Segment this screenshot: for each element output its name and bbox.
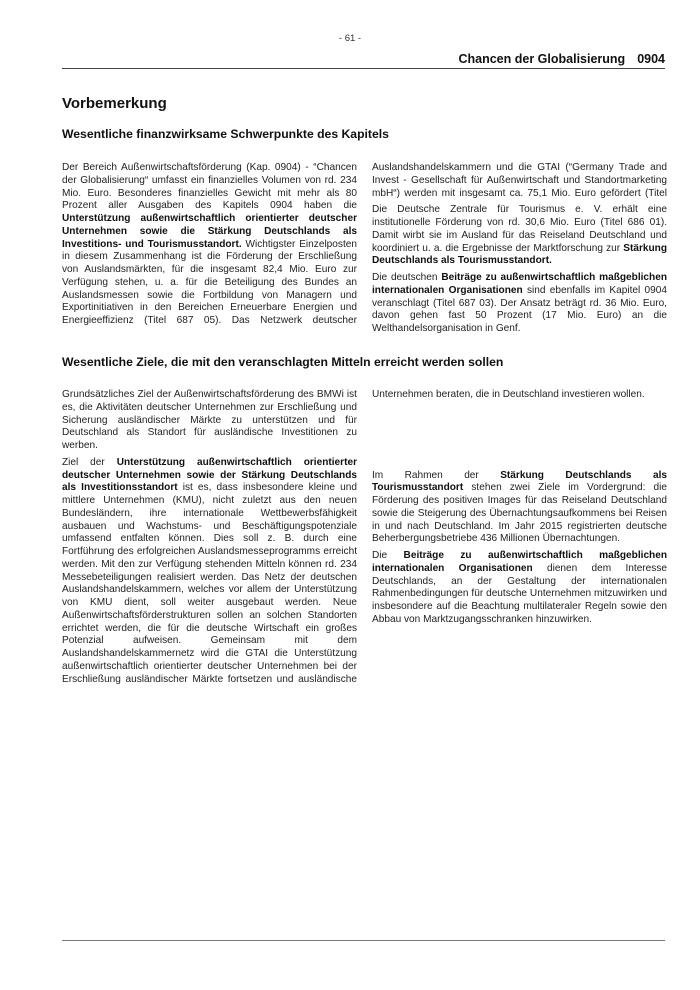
text-run: Im Rahmen der: [372, 469, 501, 481]
text-run: Auslandshandelskammern und die GTAI (“Germany Trade and Invest - Gesellschaft für Außenwirtschaft und Standortmarketing mbH“) werden mit insgesamt ca. 75,1 Mio. Euro gefördert (Titel: [372, 162, 667, 199]
bold-text: Unterstützung außenwirtschaftlich orientierter deutscher Unternehmen sowie die Stärkung Deutschlands als Investitions- und Tourismusstandort.: [62, 213, 357, 250]
text-run: Ziel der: [62, 456, 117, 468]
text-run: Die: [372, 550, 404, 561]
paragraph: [372, 204, 667, 268]
text-run: sind ebenfalls im Kapitel 0904 veranschlagt (Titel 687 03). Der Ansatz beträgt rd. 36 Mio. Euro, davon gehen fast 50 Prozent (17 Mio. Euro) an die Welthandelsorganisation in Genf.: [372, 284, 667, 334]
paragraph: [372, 162, 667, 200]
text-column-left: [62, 162, 357, 328]
text-run: stehen zwei Ziele im Vordergrund: die Förderung des positiven Images für das Reiseland Deutschland sowie die Steigerung des Übernachtungsaufkommens bei Reisen in und nach Deutschland. Im Jahr 2015 registrierten deutsche Beherbergungsbetriebe 436 Millionen Übernachtungen.: [372, 482, 667, 545]
header-rule: [62, 68, 665, 69]
section-title: Vorbemerkung: [62, 95, 167, 112]
paragraph: [372, 272, 667, 336]
text-run: Grundsätzliches Ziel der Außenwirtschaftsförderung des BMWi ist es, die Aktivitäten deutscher Unternehmen zur Erschließung und Sicherung ausländischer Märkte zu unterstützen und für Deutschland als Standort für ausländische Investitionen zu werben.: [62, 389, 357, 451]
bold-text: Stärkung Deutschlands als Tourismusstandort.: [372, 242, 667, 267]
text-run: Unternehmen beraten, die in Deutschland investieren wollen.: [372, 389, 645, 400]
paragraph: [372, 550, 667, 627]
running-header: [458, 52, 665, 66]
footer-rule: [62, 940, 665, 941]
bold-text: Stärkung Deutschlands als Tourismusstandort: [372, 469, 667, 494]
text-run: ist es, dass insbesondere kleine und mittlere Unternehmen (KMU), nicht zuletzt aus den neuen Bundesländern, ihre internationale Wettbewerbsfähigkeit ausbauen und Wachstums- und Beschäftigungspotenziale umfassend entfalten können. Dies soll z. B. durch eine Fortführung des erfolgreichen Auslandsmesseprogramms erreicht werden. Mit den zur Verfügung stehenden Mitteln können rd. 234 Messebeteiligungen realisiert werden. Das Netz der deutschen Auslandshandelskammern, welches vor allem der Unterstützung von KMU dient, soll weiter ausgebaut werden. Neue Außenwirtschaftsförderstrukturen sollen an solchen Standorten errichtet werden, die für die deutsche Wirtschaft ein großes Potenzial aufweisen. Gemeinsam mit dem Auslandshandelskammernetz wird die GTAI die Unterstützung außenwirtschaftlich orientierter deutscher Unternehmen bei der Erschließung ausländischer Märkte fortsetzen und ausländische: [62, 482, 357, 685]
text-column-right: [372, 389, 667, 631]
text-run: Der Bereich Außenwirtschaftsförderung (Kap. 0904) - “Chancen der Globalisierung“ umfasst ein finanzielles Volumen von rd. 234 Mio. Euro. Besonderes finanzielles Gewicht mit mehr als 80 Prozent aller Ausgaben des Kapitels 0904 haben die: [62, 162, 357, 212]
text-column-right: [372, 162, 667, 340]
running-header-title: Chancen der Globalisierung: [458, 52, 626, 66]
text-run: Wichtigster Einzelposten in diesem Zusammenhang ist die Förderung der Erschließung von Auslandsmärkten, für die insgesamt 82,4 Mio. Euro zur Verfügung stehen, u. a. für die Beteiligung des Bundes an Auslandsmessen sowie die Fortbildung von Managern und Exportinitiativen in den Bereichen Erneuerbare Energien und Energieeffizienz (Titel 687 05). Das Netzwerk deutscher: [62, 238, 357, 326]
paragraph: [62, 457, 357, 687]
heading-goals: Wesentliche Ziele, die mit den veranschlagten Mitteln erreicht werden sollen: [62, 355, 504, 369]
bold-text: Unterstützung außenwirtschaftlich orientierter deutscher Unternehmen sowie der Stärkung Deutschlands als Investitionsstandort: [62, 456, 357, 494]
text-run: Die Deutsche Zentrale für Tourismus e. V. erhält eine institutionelle Förderung von rd. 30,6 Mio. Euro (Titel 686 01). Damit wirbt sie im Ausland für das Reiseland Deutschland und koordiniert u. a. die Ergebnisse der Marktforschung zur: [372, 204, 667, 254]
page-number: - 61 -: [338, 33, 362, 44]
text-run: dienen dem Interesse Deutschlands, an der Gestaltung der internationalen Rahmenbedingungen für deutsche Unternehmen mitzuwirken und insbesondere auf die Beachtung multilateraler Regeln sowie den Abbau von Marktzugangsschranken hinzuwirken.: [372, 562, 667, 625]
chapter-number: 0904: [637, 52, 665, 66]
paragraph: [372, 470, 667, 547]
heading-financial-focus: Wesentliche finanzwirksame Schwerpunkte des Kapitels: [62, 127, 389, 141]
paragraph: [62, 389, 357, 453]
text-column-left: [62, 389, 357, 686]
paragraph: [372, 389, 667, 402]
bold-text: Beiträge zu außenwirtschaftlich maßgeblichen internationalen Organisationen: [372, 550, 667, 574]
bold-text: Beiträge zu außenwirtschaftlich maßgeblichen internationalen Organisationen: [372, 272, 667, 296]
text-run: Die deutschen: [372, 272, 442, 283]
paragraph: [62, 162, 357, 328]
